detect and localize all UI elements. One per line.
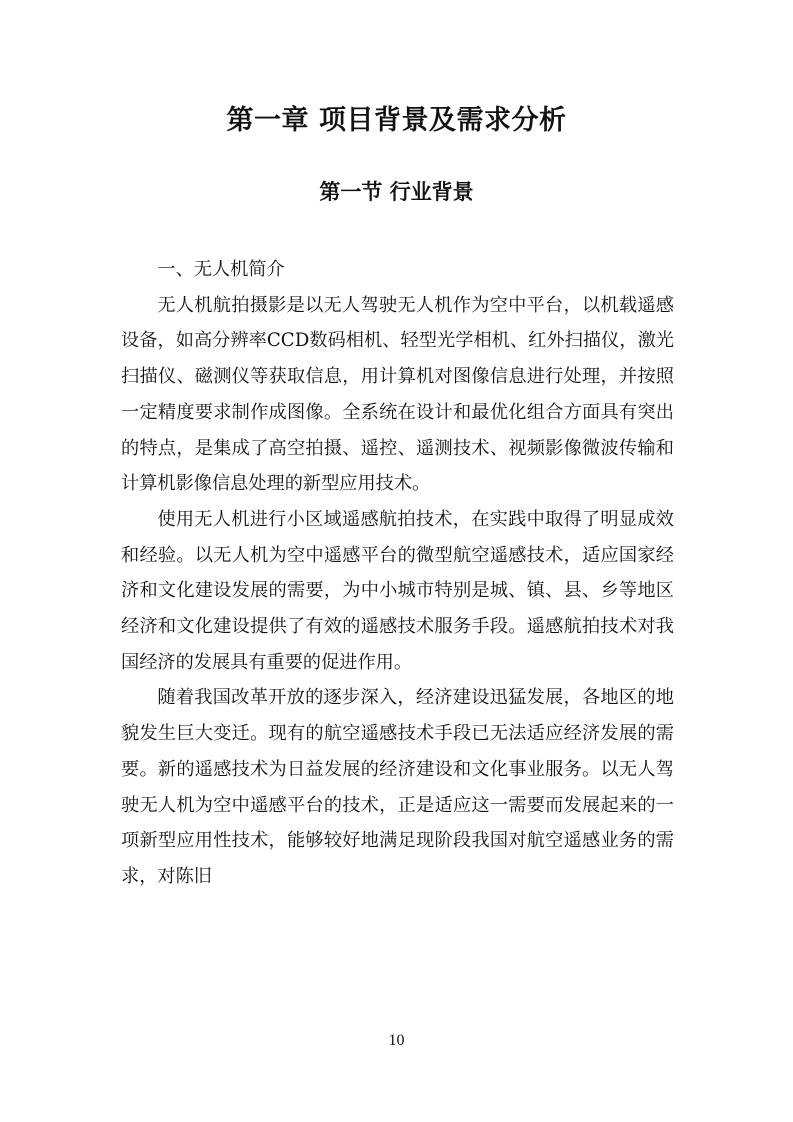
chapter-title: 第一章 项目背景及需求分析 (226, 105, 567, 136)
page-number: 10 (388, 1032, 405, 1049)
section-title: 第一节 行业背景 (319, 180, 474, 204)
subheading: 一、无人机简介 (157, 259, 285, 280)
paragraph: 随着我国改革开放的逐步深入，经济建设迅猛发展，各地区的地貌发生巨大变迁。现有的航空遥感技术手段已无法适应经济发展的需要。新的遥感技术为日益发展的经济建设和文化事业服务。以无人驾驶无人机为空中遥感平台的技术，正是适应这一需要而发展起来的一项新型应用性技术，能够较好地满足现阶段我国对航空遥感业务的需求，对陈旧 (121, 687, 674, 887)
body-text (121, 252, 674, 895)
paragraph: 无人机航拍摄影是以无人驾驶无人机作为空中平台，以机载遥感设备，如高分辨率CCD数码相机、轻型光学相机、红外扫描仪，激光扫描仪、磁测仪等获取信息，用计算机对图像信息进行处理，并按照一定精度要求制作成图像。全系统在设计和最优化组合方面具有突出的特点，是集成了高空拍摄、遥控、遥测技术、视频影像微波传输和计算机影像信息处理的新型应用技术。 (121, 294, 674, 495)
paragraph: 使用无人机进行小区域遥感航拍技术，在实践中取得了明显成效和经验。以无人机为空中遥感平台的微型航空遥感技术，适应国家经济和文化建设发展的需要，为中小城市特别是城、镇、县、乡等地区经济和文化建设提供了有效的遥感技术服务手段。遥感航拍技术对我国经济的发展具有重要的促进作用。 (121, 508, 674, 673)
